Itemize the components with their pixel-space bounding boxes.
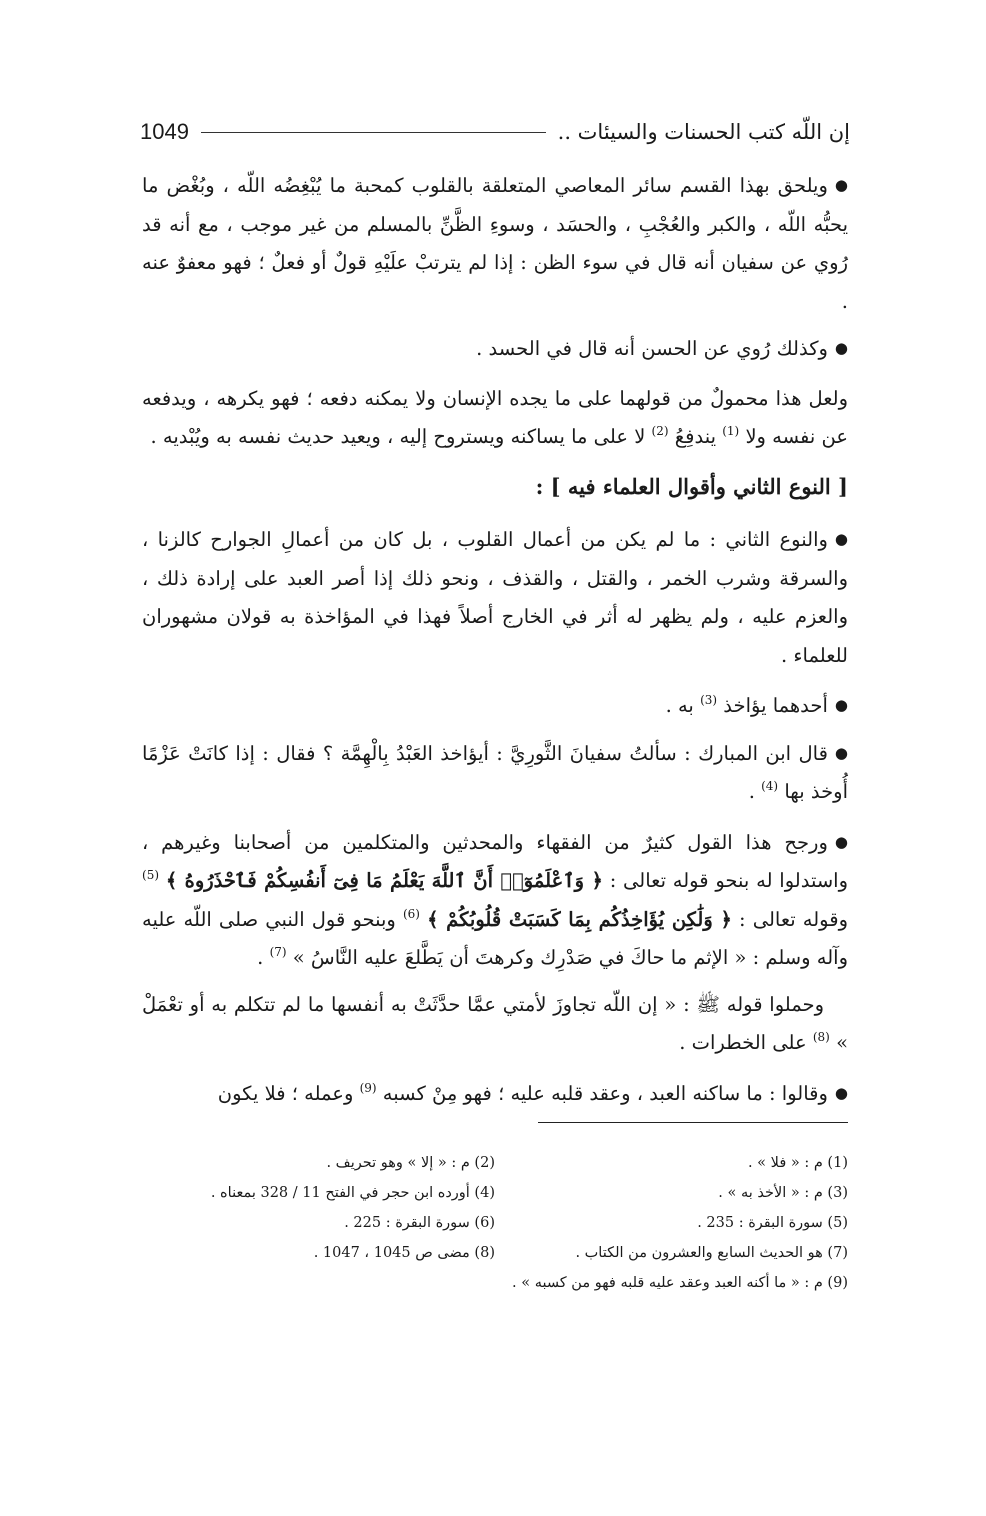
quran-verse-2: ﴿ وَلَٰكِن يُؤَاخِذُكُم بِمَا كَسَبَتْ قُلُوبُكُمْ ﴾ (427, 907, 732, 931)
paragraph-2 (142, 329, 848, 369)
paragraph-6-text-a: قال ابن المبارك : سألتُ سفيانَ الثَّورِيَّ : أيؤاخذ العَبْدُ بِالْهِمَّة ؟ فقال : إذا كانَتْ عَزْمًا أُوخذ بها (142, 741, 848, 803)
footnote-row (142, 1208, 848, 1238)
paragraph-7 (142, 823, 848, 978)
footnote-ref-1[interactable]: (1) (722, 424, 740, 438)
footnote-5: (5) سورة البقرة : 235 . (697, 1215, 848, 1231)
section-heading: [ النوع الثاني وأقوال العلماء فيه ] : (535, 473, 848, 499)
bullet-icon: ● (834, 530, 848, 548)
footnote-row (142, 1178, 848, 1208)
paragraph-7-text-c: وبنحو قول النبي صلى اللّه عليه وآله وسلم : « الإثم ما حاكَ في صَدْرِك وكرهتَ أن يَطَّلعَ عليه النَّاسُ » (142, 907, 848, 969)
paragraph-3-text-b: يندفِعُ (674, 425, 717, 448)
paragraph-6 (142, 734, 848, 812)
paragraph-6-text-b: . (748, 780, 755, 803)
paragraph-3-text-a: ولعل هذا محمولٌ من قولهما على ما يجده الإنسان ولا يمكنه دفعه ؛ فهو يكرهه ، ويدفعه عن نفسه ولا (142, 386, 848, 448)
bullet-icon: ● (834, 176, 848, 194)
bullet-icon: ● (834, 696, 848, 714)
paragraph-9 (142, 1074, 848, 1114)
paragraph-8 (142, 986, 848, 1063)
quran-verse-1: ﴿ وَٱعْلَمُوٓا۟ أَنَّ ٱللَّهَ يَعْلَمُ مَا فِىٓ أَنفُسِكُمْ فَٱحْذَرُوهُ ﴾ (165, 869, 603, 892)
paragraph-7-text-d: . (257, 946, 264, 969)
footnote-8: (8) مضى ص 1045 ، 1047 . (313, 1245, 495, 1261)
paragraph-5 (142, 686, 848, 726)
paragraph-1-text: ويلحق بهذا القسم سائر المعاصي المتعلقة بالقلوب كمحبة ما يُبْغِضُه اللّه ، وبُغْض ما يحبُّه اللّه ، والكبر والعُجْبِ ، والحسَد ، وسوءِ الظَّنِّ بالمسلم من غير موجب ، مع أنه قد رُوي عن سفيان أنه قال في سوء الظن : إذا لم يترتبْ علَيْهِ قولٌ أو فعلٌ ؛ فهو معفوٌ عنه . (142, 174, 848, 313)
footnote-6: (6) سورة البقرة : 225 . (344, 1215, 495, 1231)
footnotes (142, 1148, 848, 1298)
footnote-1: (1) م : « فلا » . (747, 1155, 848, 1171)
footnote-ref-4[interactable]: (4) (761, 779, 779, 793)
paragraph-5-text-b: به . (665, 694, 694, 717)
header-rule (201, 132, 546, 133)
footnote-2: (2) م : « إلا » وهو تحريف . (326, 1155, 495, 1171)
footnote-ref-5[interactable]: (5) (142, 868, 160, 882)
bullet-icon: ● (834, 1083, 848, 1102)
main-text (142, 166, 848, 1124)
footnote-3: (3) م : « الأخذ به » . (718, 1185, 848, 1201)
footnote-ref-2[interactable]: (2) (651, 424, 669, 438)
paragraph-1 (142, 166, 848, 321)
bullet-icon: ● (834, 832, 848, 851)
footnote-row (142, 1238, 848, 1268)
paragraph-8-text-a: وحملوا قوله ﷺ : « إن اللّه تجاوزَ لأمتي عمَّا حدَّثَتْ به أنفسها ما لم تتكلم به أو تعْمَلْ » (142, 992, 848, 1054)
paragraph-9-text-b: وعمله ؛ فلا يكون (217, 1081, 354, 1105)
paragraph-4 (142, 520, 848, 675)
paragraph-7-text-a: ورجح هذا القول كثيرٌ من الفقهاء والمحدثين والمتكلمين من أصحابنا وغيرهم ، واستدلوا له بنحو قوله تعالى : (142, 830, 849, 892)
running-title: إن اللّه كتب الحسنات والسيئات .. (557, 120, 850, 144)
footnote-ref-3[interactable]: (3) (700, 693, 718, 707)
footnote-separator (538, 1122, 848, 1123)
paragraph-4-text: والنوع الثاني : ما لم يكن من أعمال القلوب ، بل كان من أعمالِ الجوارح كالزنا ، والسرقة وشرب الخمر ، والقتل ، والقذف ، ونحو ذلك إذا أصر العبد على إرادة ذلك ، والعزم عليه ، ولم يظهر له أثر في الخارج أصلاً فهذا في المؤاخذة به قولان مشهوران للعلماء . (142, 528, 848, 667)
footnote-ref-8[interactable]: (8) (812, 1030, 830, 1044)
footnote-ref-6[interactable]: (6) (402, 906, 420, 921)
paragraph-3 (142, 380, 848, 457)
paragraph-2-text: وكذلك رُوي عن الحسن أنه قال في الحسد . (476, 337, 828, 360)
footnote-7: (7) هو الحديث السابع والعشرون من الكتاب . (575, 1245, 848, 1261)
footnote-ref-9[interactable]: (9) (359, 1080, 377, 1095)
paragraph-9-text-a: وقالوا : ما ساكنه العبد ، وعقد قلبه عليه ؛ فهو مِنْ كسبه (382, 1081, 828, 1105)
footnote-4: (4) أورده ابن حجر في الفتح 11 / 328 بمعناه . (210, 1185, 495, 1201)
footnote-ref-7[interactable]: (7) (269, 945, 287, 959)
paragraph-5-text-a: أحدهما يؤاخذ (723, 694, 828, 717)
paragraph-7-text-b: وقوله تعالى : (739, 907, 848, 931)
bullet-icon: ● (834, 743, 848, 762)
paragraph-8-text-b: على الخطرات . (679, 1031, 807, 1054)
running-header (140, 112, 850, 152)
page-number: 1049 (140, 119, 189, 144)
footnote-9: (9) م : « ما أكنه العبد وعقد عليه قلبه فهو من كسبه » . (512, 1275, 848, 1291)
bullet-icon: ● (834, 339, 848, 357)
paragraph-3-text-c: لا على ما يساكنه ويستروح إليه ، ويعيد حديث نفسه به ويُبْديه . (150, 425, 646, 448)
footnote-row (142, 1148, 848, 1178)
